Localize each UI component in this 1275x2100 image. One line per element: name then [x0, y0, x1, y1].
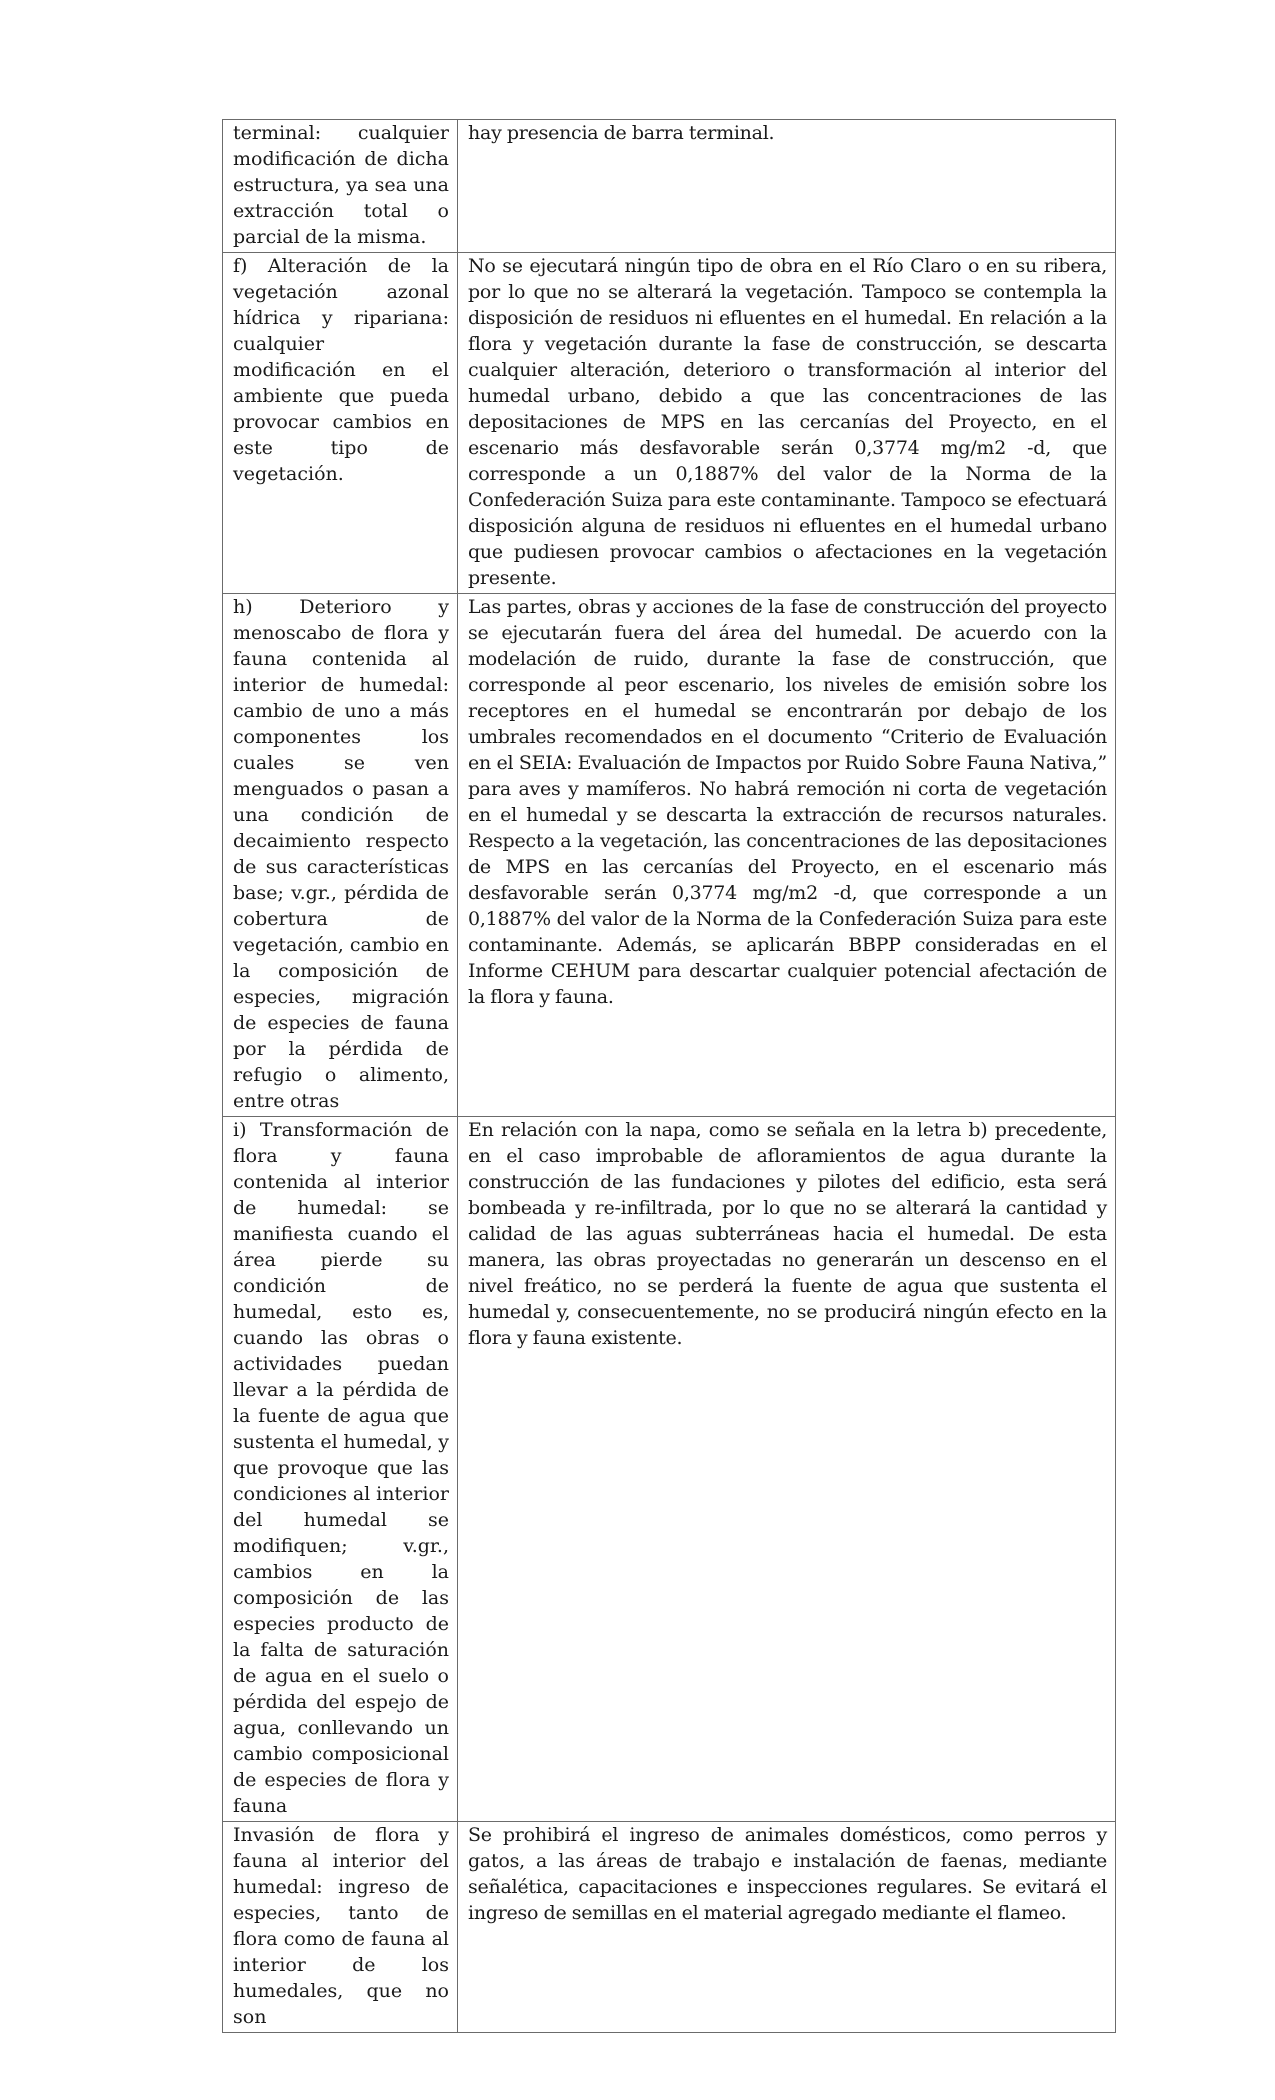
criterion-cell: f) Alteración de la vegetación azonal hídrica y ripariana: cualquier modificación en el ambiente que pueda provocar cambios en este tipo de vegetación.	[223, 253, 458, 594]
criterion-cell: h) Deterioro y menoscabo de flora y fauna contenida al interior de humedal: cambio de uno a más componentes los cuales se ven menguados o pasan a una condición de decaimiento respecto de sus características base; v.gr., pérdida de cobertura de vegetación, cambio en la composición de especies, migración de especies de fauna por la pérdida de refugio o alimento, entre otras	[223, 594, 458, 1117]
table-row	[223, 1822, 1116, 2033]
table-row	[223, 1117, 1116, 1822]
criterion-cell: i) Transformación de flora y fauna contenida al interior de humedal: se manifiesta cuando el área pierde su condición de humedal, esto es, cuando las obras o actividades puedan llevar a la pérdida de la fuente de agua que sustenta el humedal, y que provoque que las condiciones al interior del humedal se modifiquen; v.gr., cambios en la composición de las especies producto de la falta de saturación de agua en el suelo o pérdida del espejo de agua, conllevando un cambio composicional de especies de flora y fauna	[223, 1117, 458, 1822]
impact-assessment-table	[222, 119, 1116, 2033]
table-row	[223, 594, 1116, 1117]
table-row	[223, 253, 1116, 594]
description-cell: No se ejecutará ningún tipo de obra en el Río Claro o en su ribera, por lo que no se alterará la vegetación. Tampoco se contempla la disposición de residuos ni efluentes en el humedal. En relación a la flora y vegetación durante la fase de construcción, se descarta cualquier alteración, deterioro o transformación al interior del humedal urbano, debido a que las concentraciones de las depositaciones de MPS en las cercanías del Proyecto, en el escenario más desfavorable serán 0,3774 mg/m2 -d, que corresponde a un 0,1887% del valor de la Norma de la Confederación Suiza para este contaminante. Tampoco se efectuará disposición alguna de residuos ni efluentes en el humedal urbano que pudiesen provocar cambios o afectaciones en la vegetación presente.	[458, 253, 1116, 594]
description-cell: Las partes, obras y acciones de la fase de construcción del proyecto se ejecutarán fuera del área del humedal. De acuerdo con la modelación de ruido, durante la fase de construcción, que corresponde al peor escenario, los niveles de emisión sobre los receptores en el humedal se encontrarán por debajo de los umbrales recomendados en el documento “Criterio de Evaluación en el SEIA: Evaluación de Impactos por Ruido Sobre Fauna Nativa,” para aves y mamíferos. No habrá remoción ni corta de vegetación en el humedal y se descarta la extracción de recursos naturales. Respecto a la vegetación, las concentraciones de las depositaciones de MPS en las cercanías del Proyecto, en el escenario más desfavorable serán 0,3774 mg/m2 -d, que corresponde a un 0,1887% del valor de la Norma de la Confederación Suiza para este contaminante. Además, se aplicarán BBPP consideradas en el Informe CEHUM para descartar cualquier potencial afectación de la flora y fauna.	[458, 594, 1116, 1117]
description-cell: En relación con la napa, como se señala en la letra b) precedente, en el caso improbable de afloramientos de agua durante la construcción de las fundaciones y pilotes del edificio, esta será bombeada y re-infiltrada, por lo que no se alterará la cantidad y calidad de las aguas subterráneas hacia el humedal. De esta manera, las obras proyectadas no generarán un descenso en el nivel freático, no se perderá la fuente de agua que sustenta el humedal y, consecuentemente, no se producirá ningún efecto en la flora y fauna existente.	[458, 1117, 1116, 1822]
criterion-cell: terminal: cualquier modificación de dicha estructura, ya sea una extracción total o parcial de la misma.	[223, 120, 458, 253]
table-row	[223, 120, 1116, 253]
description-cell: hay presencia de barra terminal.	[458, 120, 1116, 253]
criterion-cell: Invasión de flora y fauna al interior del humedal: ingreso de especies, tanto de flora como de fauna al interior de los humedales, que no son	[223, 1822, 458, 2033]
description-cell: Se prohibirá el ingreso de animales domésticos, como perros y gatos, a las áreas de trabajo e instalación de faenas, mediante señalética, capacitaciones e inspecciones regulares. Se evitará el ingreso de semillas en el material agregado mediante el flameo.	[458, 1822, 1116, 2033]
